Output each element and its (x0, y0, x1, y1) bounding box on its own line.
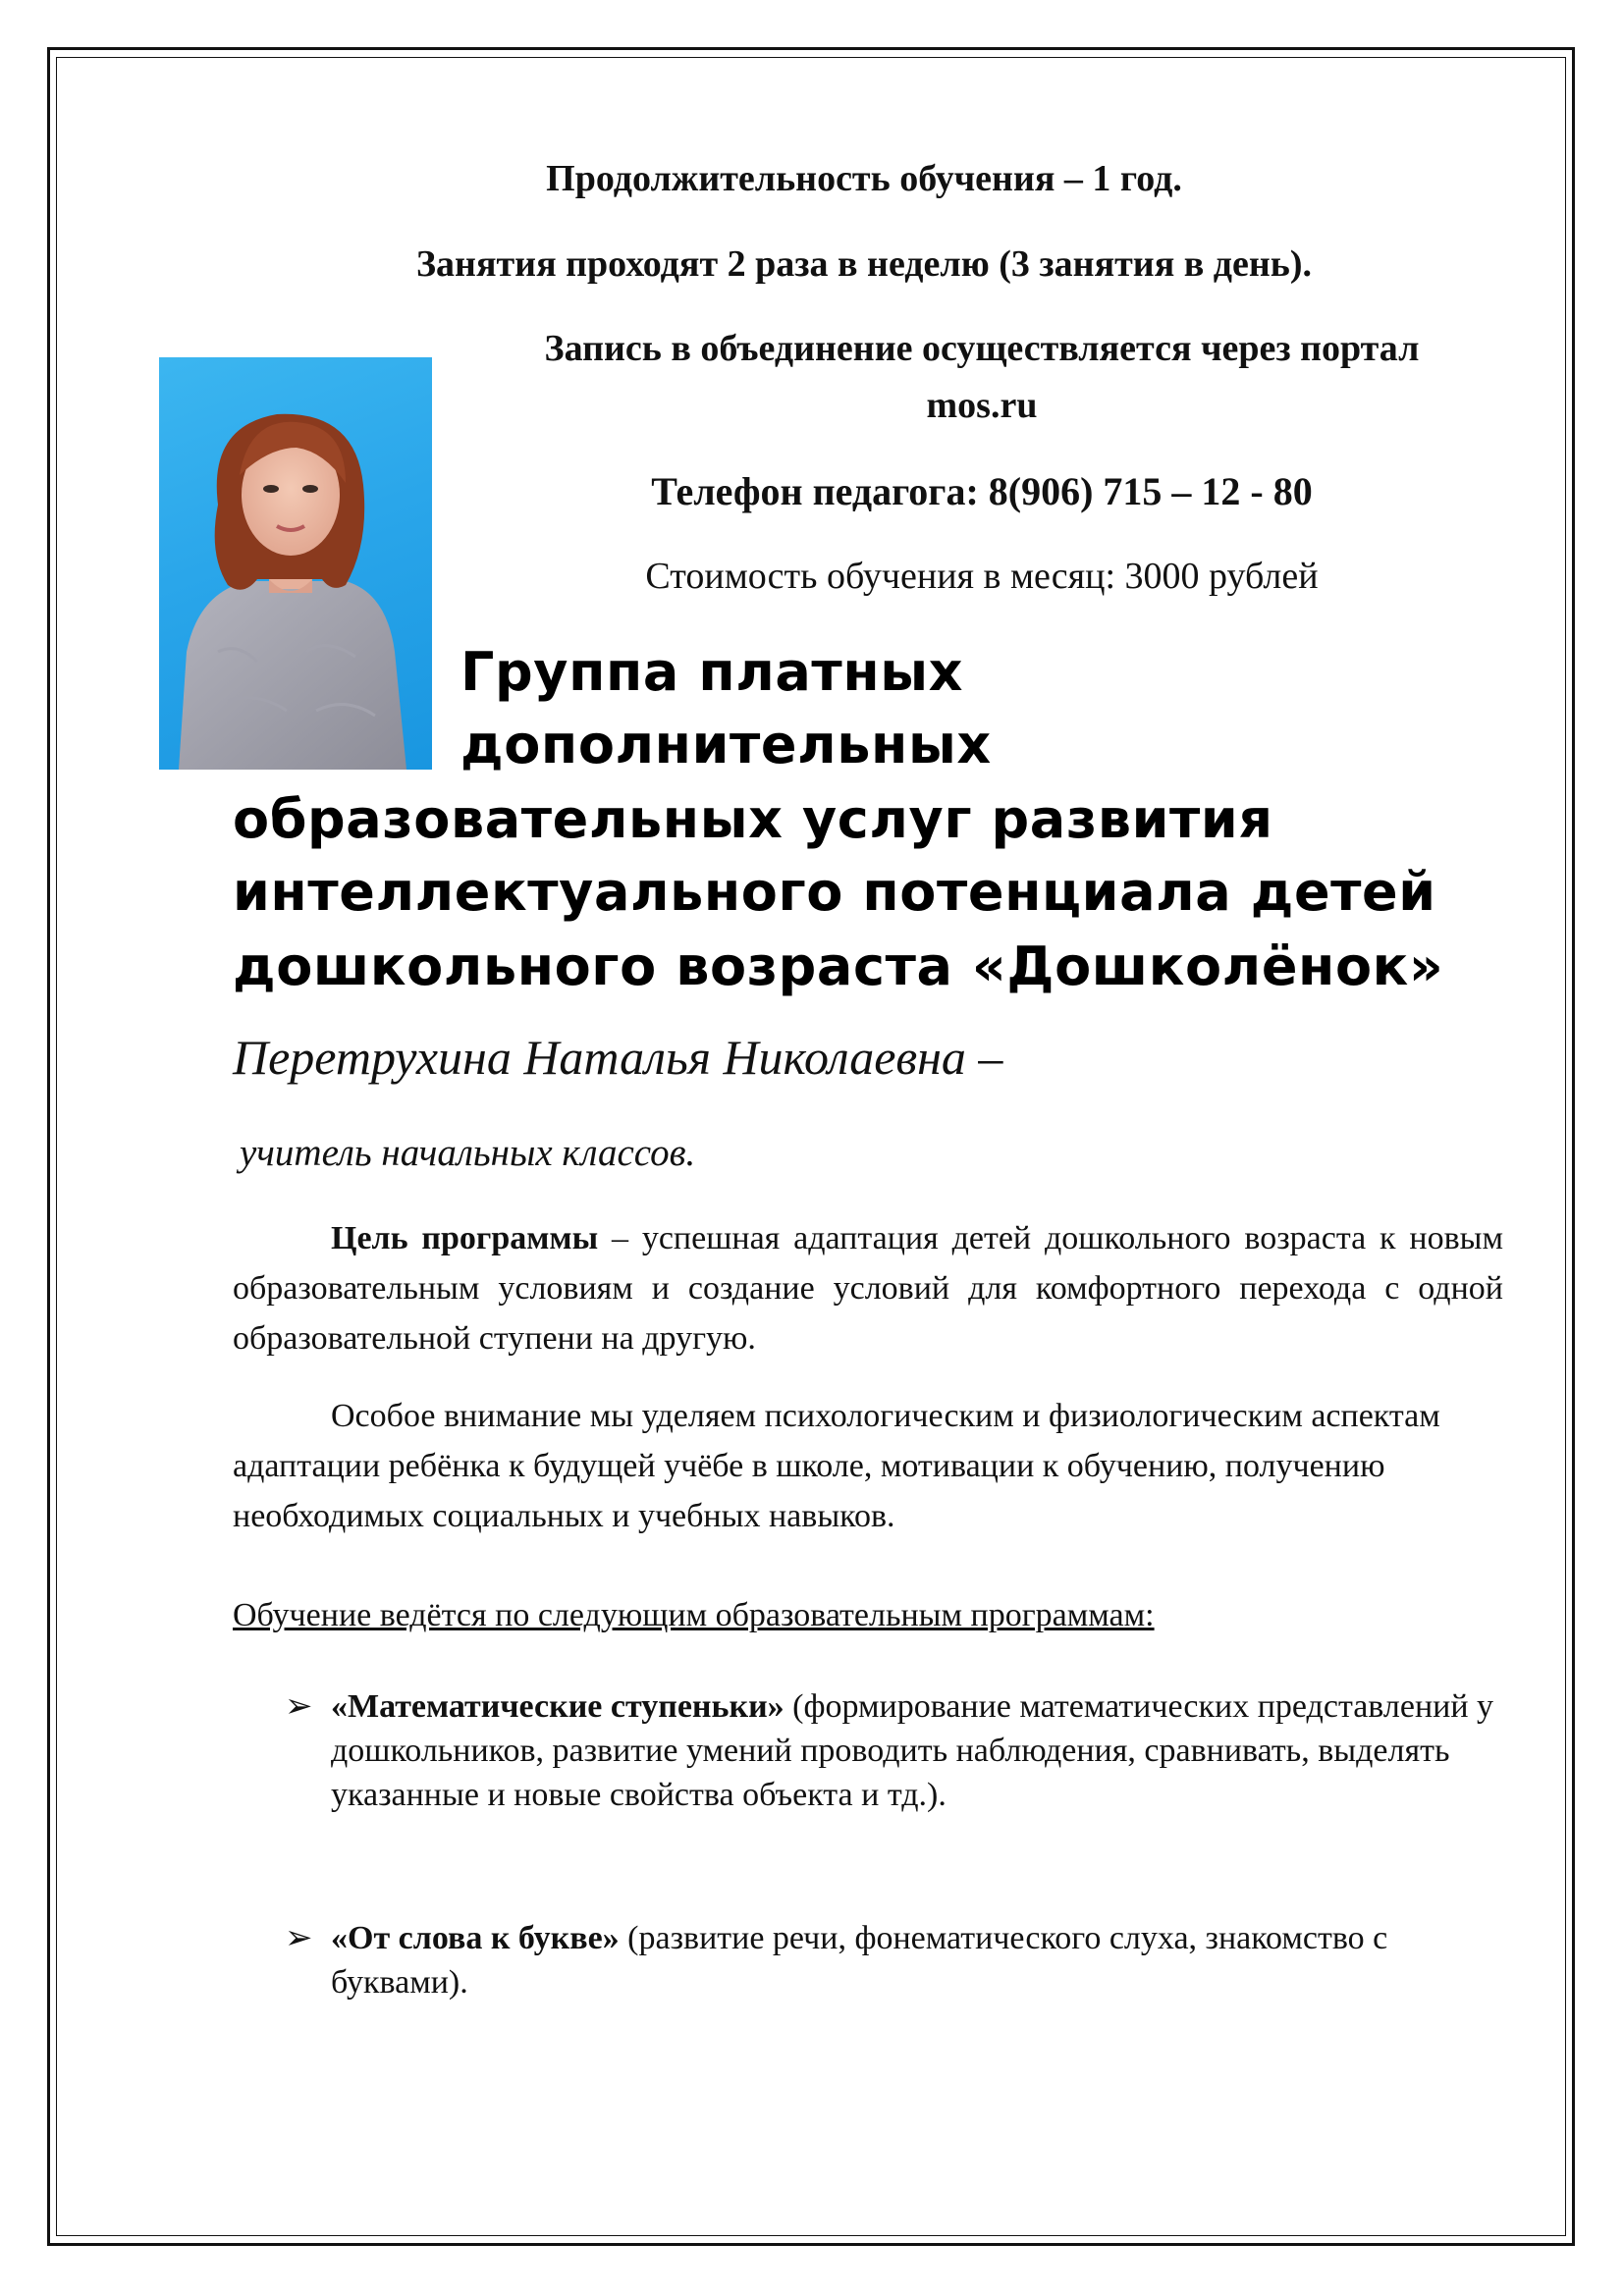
teacher-phone: Телефон педагога: 8(906) 715 – 12 - 80 (651, 469, 1313, 513)
title-line-3: образовательных услуг развития (233, 788, 1273, 850)
title-line-4: интеллектуального потенциала детей (233, 861, 1436, 923)
programs-heading: Обучение ведётся по следующим образовательным программам: (233, 1597, 1155, 1633)
teacher-portrait-image (159, 357, 432, 770)
program-name: «От слова к букве» (331, 1920, 620, 1956)
program-item (331, 1684, 1509, 1817)
teacher-position: учитель начальных классов. (240, 1132, 696, 1174)
enroll-line: Запись в объединение осуществляется через портал (544, 328, 1420, 369)
program-name: «Математические ступеньки» (331, 1688, 784, 1725)
title-line-1: Группа платных (460, 641, 964, 703)
goal-paragraph (233, 1213, 1503, 1363)
cost-line: Стоимость обучения в месяц: 3000 рублей (645, 556, 1319, 597)
duration-line: Продолжительность обучения – 1 год. (546, 158, 1182, 199)
schedule-line: Занятия проходят 2 раза в неделю (3 занятия в день). (416, 243, 1312, 285)
teacher-name: Перетрухина Наталья Николаевна – (233, 1030, 1003, 1085)
title-line-5: дошкольного возраста «Дошколёнок» (233, 935, 1444, 997)
bullet-arrow-icon: ➢ (285, 1920, 313, 1956)
focus-paragraph (233, 1391, 1503, 1541)
program-item (331, 1916, 1509, 2004)
bullet-arrow-icon: ➢ (285, 1688, 313, 1725)
program-description: (формирование математических представлений у дошкольников, развитие умений проводить наблюдения, сравнивать, выделять указанные и новые свойства объекта и тд.). (331, 1688, 1494, 1813)
focus-text: Особое внимание мы уделяем психологическим и физиологическим аспектам адаптации ребёнка к будущей учёбе в школе, мотивации к обучению, получению необходимых социальных и учебных навыков. (233, 1398, 1440, 1534)
program-description: (развитие речи, фонематического слуха, знакомство с буквами). (331, 1920, 1388, 2001)
title-line-2: дополнительных (460, 714, 992, 775)
teacher-photo (159, 357, 432, 770)
goal-label: Цель программы (331, 1220, 599, 1256)
enroll-portal: mos.ru (926, 385, 1038, 426)
goal-text: – успешная адаптация детей дошкольного возраста к новым образовательным условиям и создание условий для комфортного перехода с одной образовательной ступени на другую. (233, 1220, 1503, 1357)
